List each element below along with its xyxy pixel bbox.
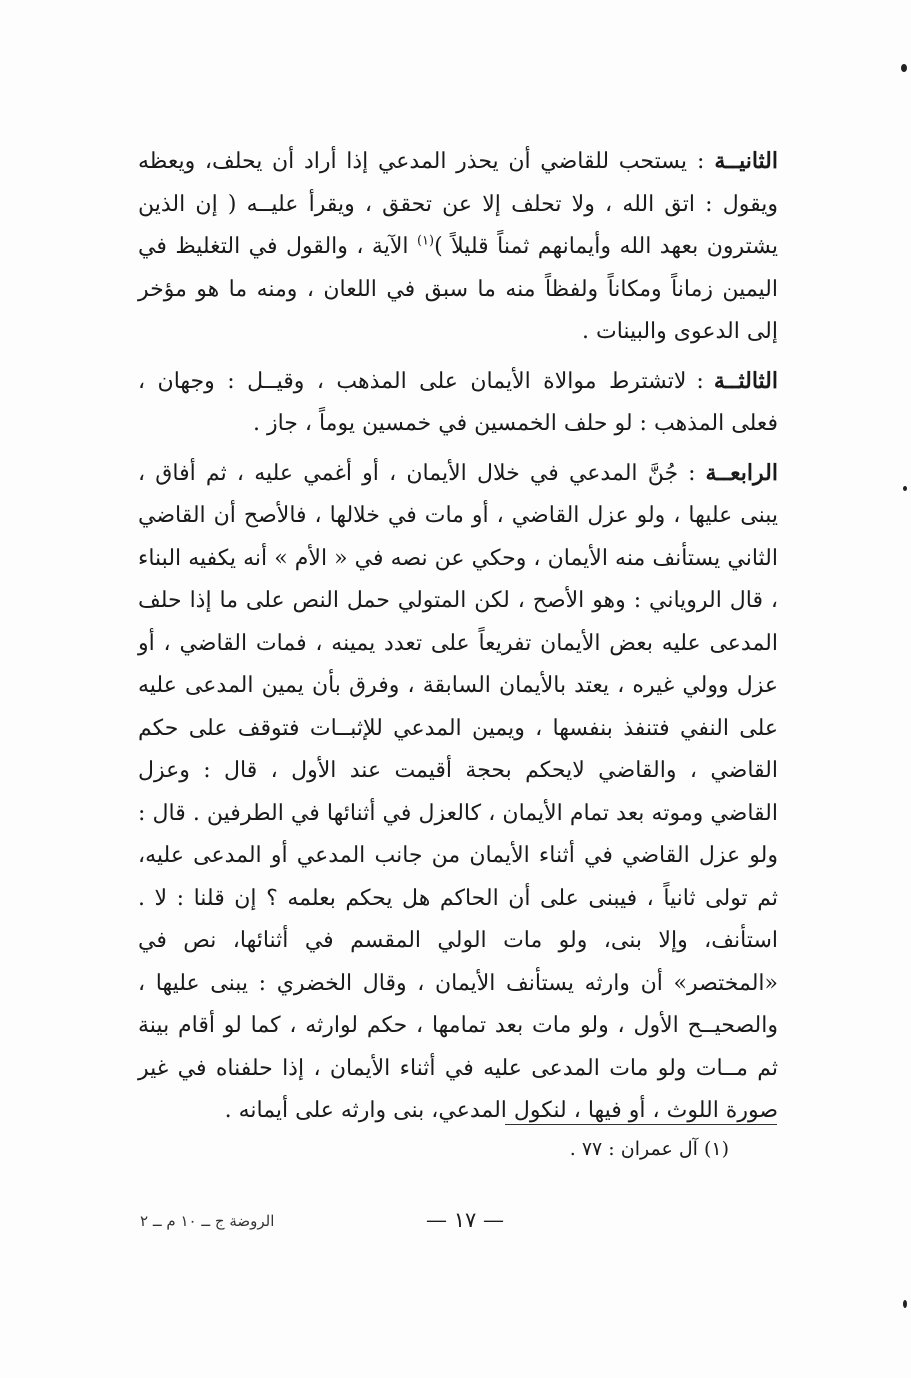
- paragraph-text: يستحب للقاضي أن يحذر المدعي إذا أراد أن يحلف، ويعظه ويقول : اتق الله ، ولا تحلف إلا عن تحقق ، ويقرأ عليــه ( إن الذين يشترون بعهد الله وأيمانهم ثمناً قليلاً ): [138, 149, 779, 259]
- paragraph-label: الثانيــة: [714, 148, 778, 174]
- paragraph-third: [138, 360, 778, 446]
- paragraph-label: الرابعــة: [705, 459, 778, 486]
- label-separator: :: [688, 460, 696, 486]
- paragraph-text: لاتشترط موالاة الأيمان على المذهب ، وقيــل : وجهان ، فعلى المذهب : لو حلف الخمسين في خمسين يوماً ، جاز .: [138, 368, 778, 436]
- label-separator: :: [696, 368, 704, 394]
- paragraph-label: الثالثــة: [713, 367, 778, 394]
- printer-signature: الروضة ج ــ ١٠ م ــ ٢: [140, 1212, 275, 1230]
- label-separator: :: [696, 149, 705, 174]
- paragraph-text-continued: الآية ، والقول في التغليظ في اليمين زماناً ومكاناً ولفظاً منه ما سبق في اللعان ، ومنه ما هو مؤخر إلى الدعوى والبينات .: [138, 234, 778, 344]
- scan-speck: [903, 1300, 907, 1308]
- main-text: [138, 140, 778, 1133]
- footnote-divider: [505, 1124, 777, 1125]
- scan-speck: [901, 64, 907, 72]
- page-number: — ١٧ —: [426, 1208, 504, 1232]
- paragraph-text: جُنَّ المدعي في خلال الأيمان ، أو أغمي عليه ، ثم أفاق ، يبنى عليها ، ولو عزل القاضي ، أو مات في خلالها ، فالأصح أن القاضي الثاني يستأنف منه الأيمان ، وحكي عن نصه في « الأم » أنه يكفيه البناء ، قال الروياني : وهو الأصح ، لكن المتولي حمل النص على ما إذا حلف المدعى عليه بعض الأيمان تفريعاً على تعدد يمينه ، فمات القاضي ، أو عزل وولي غيره ، يعتد بالأيمان السابقة ، وفرق بأن يمين المدعى عليه على النفي فتنفذ بنفسها ، ويمين المدعي للإثبــات فتوقف على حكم القاضي ، والقاضي لايحكم بحجة أقيمت عند الأول ، قال : وعزل القاضي وموته بعد تمام الأيمان ، كالعزل في أثنائها في الطرفين . قال : ولو عزل القاضي في أثناء الأيمان من جانب المدعي أو المدعى عليه، ثم تولى ثانياً ، فيبنى على أن الحاكم هل يحكم بعلمه ؟ إن قلنا : لا . استأنف، وإلا بنى، ولو مات الولي المقسم في أثنائها، نص في «المختصر» أن وارثه يستأنف الأيمان ، وقال الخضري : يبنى عليها ، والصحيــح الأول ، ولو مات بعد تمامها ، حكم لوارثه ، كما لو أقام بينة ثم مــات ولو مات المدعى عليه في أثناء الأيمان ، إذا حلفناه في غير صورة اللوث ، أو فيها ، لنكول المدعي، بنى وارثه على أيمانه .: [138, 460, 779, 1123]
- footnote: (١) آل عمران : ٧٧ .: [569, 1138, 729, 1160]
- paragraph-second: [138, 140, 778, 354]
- footnote-ref: (١): [416, 233, 435, 249]
- paragraph-fourth: [138, 452, 778, 1133]
- scan-speck: [903, 486, 907, 491]
